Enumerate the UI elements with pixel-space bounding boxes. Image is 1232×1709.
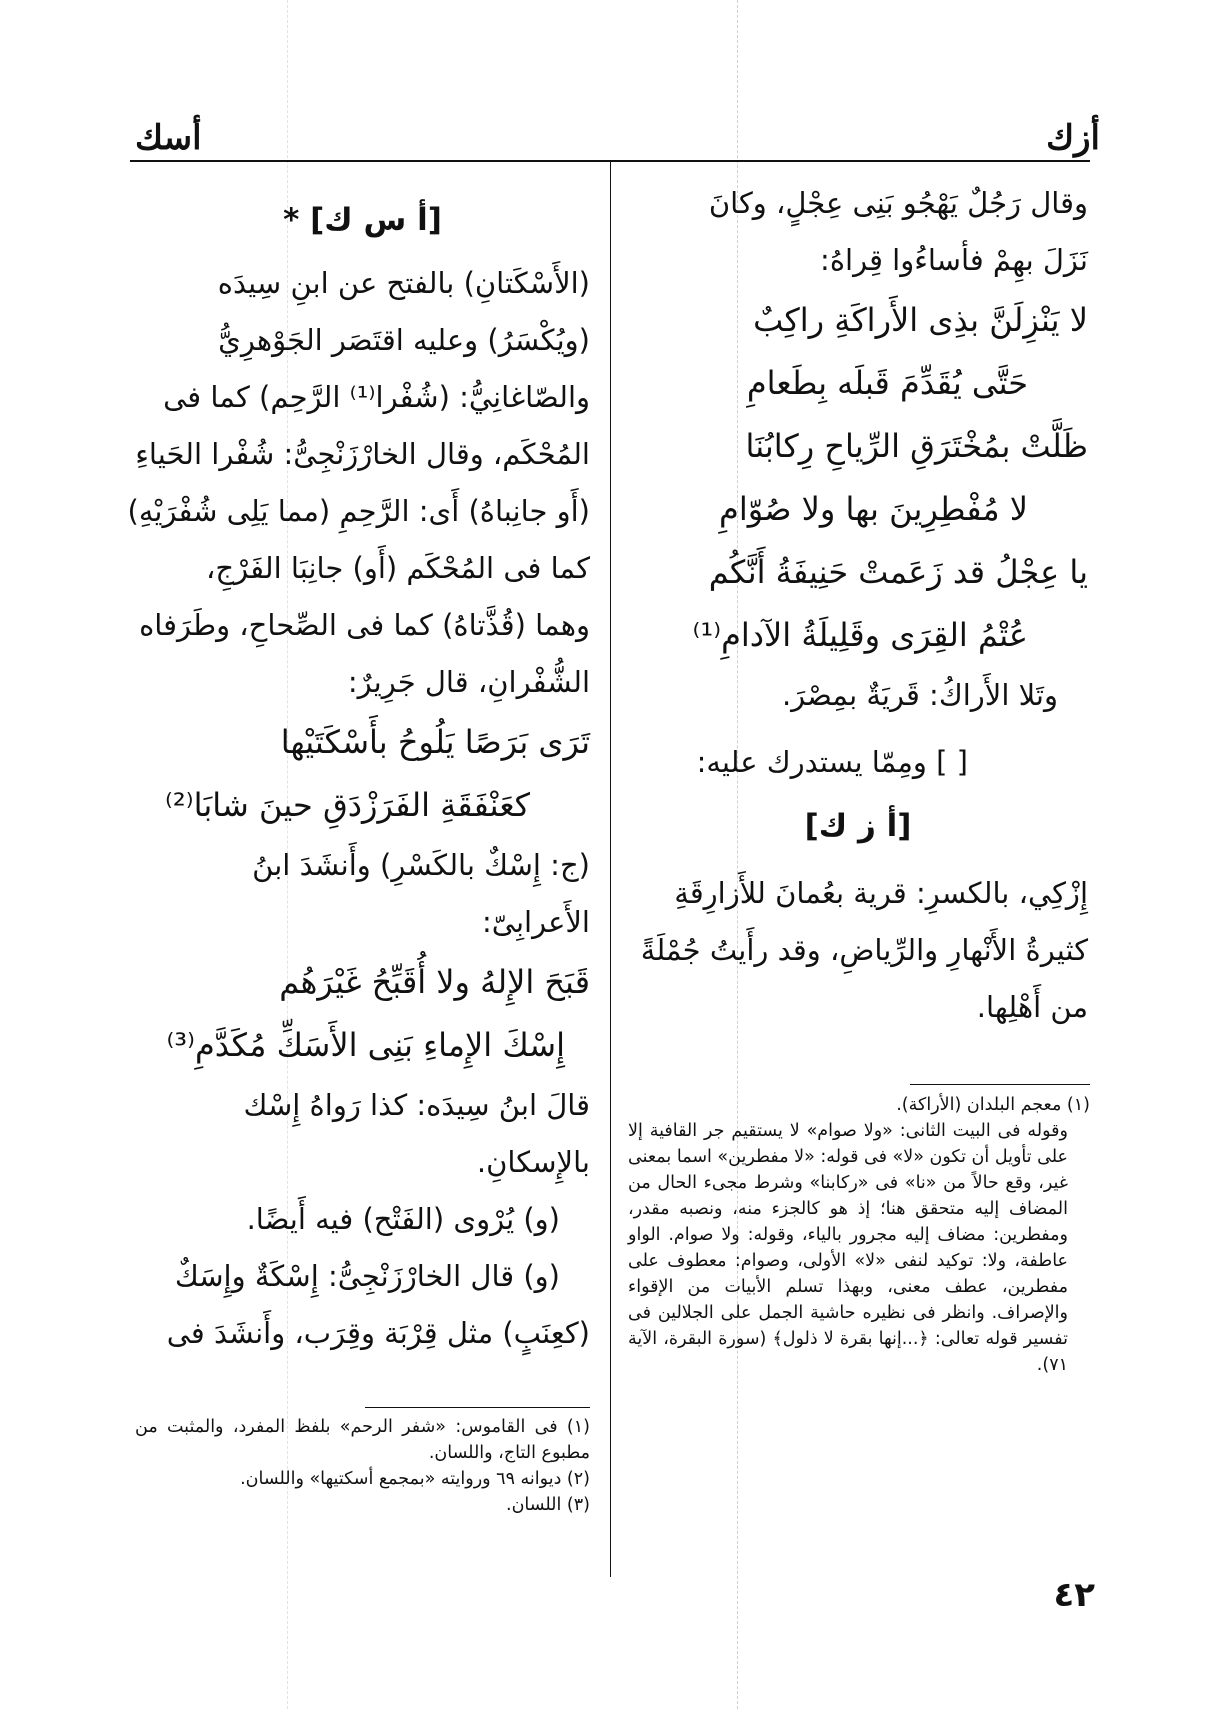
text-line: (و) قال الخارْزَنْجِىُّ: إِسْكَةٌ وإِسَكٌ [174,1259,560,1293]
text-line: قالَ ابنُ سِيدَه: كذا رَواهُ إِسْك [243,1088,590,1122]
verse-line: لا يَنْزِلَنَّ بذِى الأَراكَةِ راكِبٌ [753,301,1088,339]
page-number: ٤٢ [1053,1575,1095,1615]
mustadrak-line: [ ] ومِمّا يستدرك عليه: [696,745,968,779]
footnote: (٢) ديوانه ٦٩ وروايته «بمجمع أسكتيها» واللسان. [240,1469,590,1489]
entry-heading: [أ ز ك] [804,808,912,844]
text-line: الأَعرابِىّ: [482,905,590,939]
column-divider [610,162,611,1577]
text-line: المُحْكَم، وقال الخارْزَنْجِىُّ: شُفْرا الحَياءِ [135,437,590,471]
footnote: (١) فى القاموس: «شفر الرحم» بلفظ المفرد، والمثبت من مطبوع التاج، واللسان. [135,1417,590,1463]
text-line: (الأَسْكَتانِ) بالفتح عن ابنِ سِيدَه [217,266,590,300]
text-line: بالإِسكانِ. [476,1145,590,1179]
running-head-right: أزك [1046,118,1100,158]
text-line: (ج: إِسْكٌ بالكَسْرِ) وأَنشَدَ ابنُ [252,848,590,882]
text-line: نَزَلَ بهِمْ فأساءُوا قِراهُ: [820,243,1088,277]
text-line: (و) يُرْوى (الفَتْح) فيه أَيضًا. [246,1202,560,1236]
footnote: وقوله فى البيت الثانى: «ولا صوام» لا يستقيم جر القافية إلا على تأويل أن تكون «لا» فى قوله: «لا مفطرين» اسما بمعنى غير، وقع حالاً من «نا» فى «ركابنا» وشرط مجىء الحال من المضاف إليه متحقق هنا؛ إذ هو كالجزء منه، ونصبه مقدر، ومفطرين: مضاف إليه مجرور بالياء، وقوله: ولا صوام. الواو عاطفة، ولا: توكيد لنفى «لا» الأولى، وصوام: معطوف على مفطرين، عطف معنى، وبهذا تسلم الأبيات من الإقواء والإصراف. وانظر فى نظيره حاشية الجمل على الجلالين فى تفسير قوله تعالى: ﴿...إنها بقرة لا ذلول﴾ (سورة البقرة، الآية ٧١). [628,1121,1068,1375]
verse-line: لا مُفْطِرِينَ بها ولا صُوّامِ [719,490,1028,528]
verse-line: ظَلَّتْ بمُخْتَرَقِ الرِّياحِ رِكابُنَا [745,427,1088,465]
verse-line: عُتْمُ القِرَى وقَلِيلَةُ الآدامِ⁽¹⁾ [692,616,1028,654]
text-line: إِزْكِي، بالكسرِ: قرية بعُمانَ للأَزارِقَةِ [674,876,1088,910]
verse-line: كعَنْفَقَةِ الفَرَزْدَقِ حينَ شابَا⁽²⁾ [165,786,530,824]
text-line: الشُّفْرانِ، قال جَرِيرٌ: [347,665,590,699]
verse-line: يا عِجْلُ قد زَعَمتْ حَنِيفَةُ أَنَّكُم [708,553,1088,591]
text-line: كثيرةُ الأَنْهارِ والرِّياضِ، وقد رأَيتُ جُمْلَةً [640,933,1088,967]
footnote: (١) معجم البلدان (الأراكة). [896,1095,1090,1115]
running-head-left: أسك [135,118,202,158]
text-line: كما فى المُحْكَم (أَو) جانِبَا الفَرْجِ، [206,551,590,585]
footnote-rule [365,1407,590,1408]
text-line: من أَهْلِها. [976,990,1088,1024]
verse-line: تَرَى بَرَصًا يَلُوحُ بأَسْكَتَيْها [280,723,590,761]
verse-line: حَتَّى يُقَدِّمَ قَبلَه بِطَعامِ [746,364,1028,402]
left-column [127,185,590,1362]
verse-line: قَبَحَ الإِلهُ ولا أُقَبِّحُ غَيْرَهُم [279,963,590,1001]
text-line: وتَلا الأَراكُ: قَريَةٌ بمِصْرَ. [781,678,1058,712]
footnote-rule [910,1084,1090,1085]
text-line: وقال رَجُلٌ يَهْجُو بَنِى عِجْلٍ، وكانَ [708,186,1088,220]
right-column [628,175,1088,1036]
text-line: والصّاغانِيُّ: (شُفْرا⁽¹⁾ الرَّحِم) كما فى [163,380,590,414]
footnotes-right [628,1092,1090,1378]
text-line: وهما (قُذَّتاهُ) كما فى الصِّحاحِ، وطَرَفاه [139,608,590,642]
text-line: (أَو جانِباهُ) أَى: الرَّحِمِ (مما يَلِى شُفْرَيْهِ) [127,494,590,528]
footnotes-left [135,1414,590,1518]
text-line: (كعِنَبٍ) مثل قِرْبَة وقِرَب، وأَنشَدَ فى [166,1316,590,1350]
text-line: (ويُكْسَرُ) وعليه اقتَصَر الجَوْهرِيُّ [218,323,590,357]
footnote: (٣) اللسان. [506,1495,590,1515]
entry-heading: [أ س ك] * [283,202,442,238]
verse-line: إِسْكَ الإِماءِ بَنِى الأَسَكِّ مُكَدَّمِ⁽³⁾ [166,1026,565,1064]
